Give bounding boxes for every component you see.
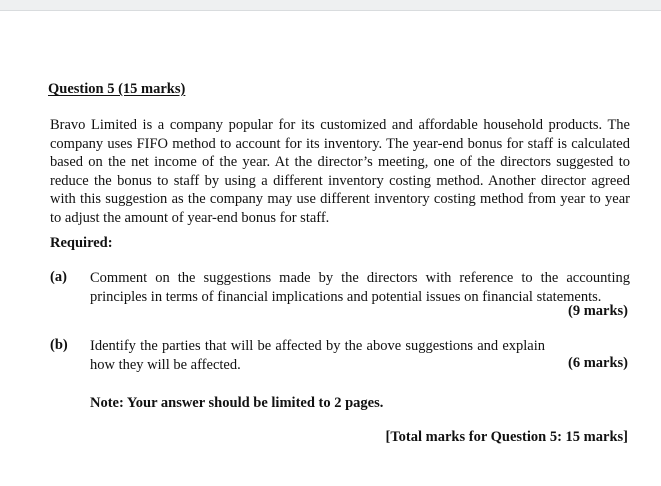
part-a-text: Comment on the suggestions made by the directors with reference to the accounting principles in terms of financial implications and potential issues on financial statements. <box>90 270 630 305</box>
part-a-marks: (9 marks) <box>567 303 628 319</box>
part-b-text: Identify the parties that will be affected by the above suggestions and explain how they will be affected. <box>90 338 545 373</box>
question-intro-paragraph: Bravo Limited is a company popular for its customized and affordable household products. The company uses FIFO method to account for its inventory. The year-end bonus for staff is calculated based on the net income of the year. At the director’s meeting, one of the directors suggested to reduce the bonus to staff by using a different inventory costing method. Another director agreed with this suggestion as the company may use different inventory costing method from year to year to adjust the amount of year-end bonus for staff. <box>50 117 630 226</box>
answer-length-note: Note: Your answer should be limited to 2 pages. <box>90 395 384 411</box>
question-title: Question 5 (15 marks) <box>48 81 186 97</box>
document-page <box>0 11 661 486</box>
viewer-top-band <box>0 0 661 11</box>
required-heading: Required: <box>50 235 113 251</box>
total-marks: [Total marks for Question 5: 15 marks] <box>385 429 628 445</box>
part-b-marks: (6 marks) <box>567 355 628 371</box>
part-a-label: (a) <box>50 269 67 285</box>
part-b-label: (b) <box>50 337 68 353</box>
